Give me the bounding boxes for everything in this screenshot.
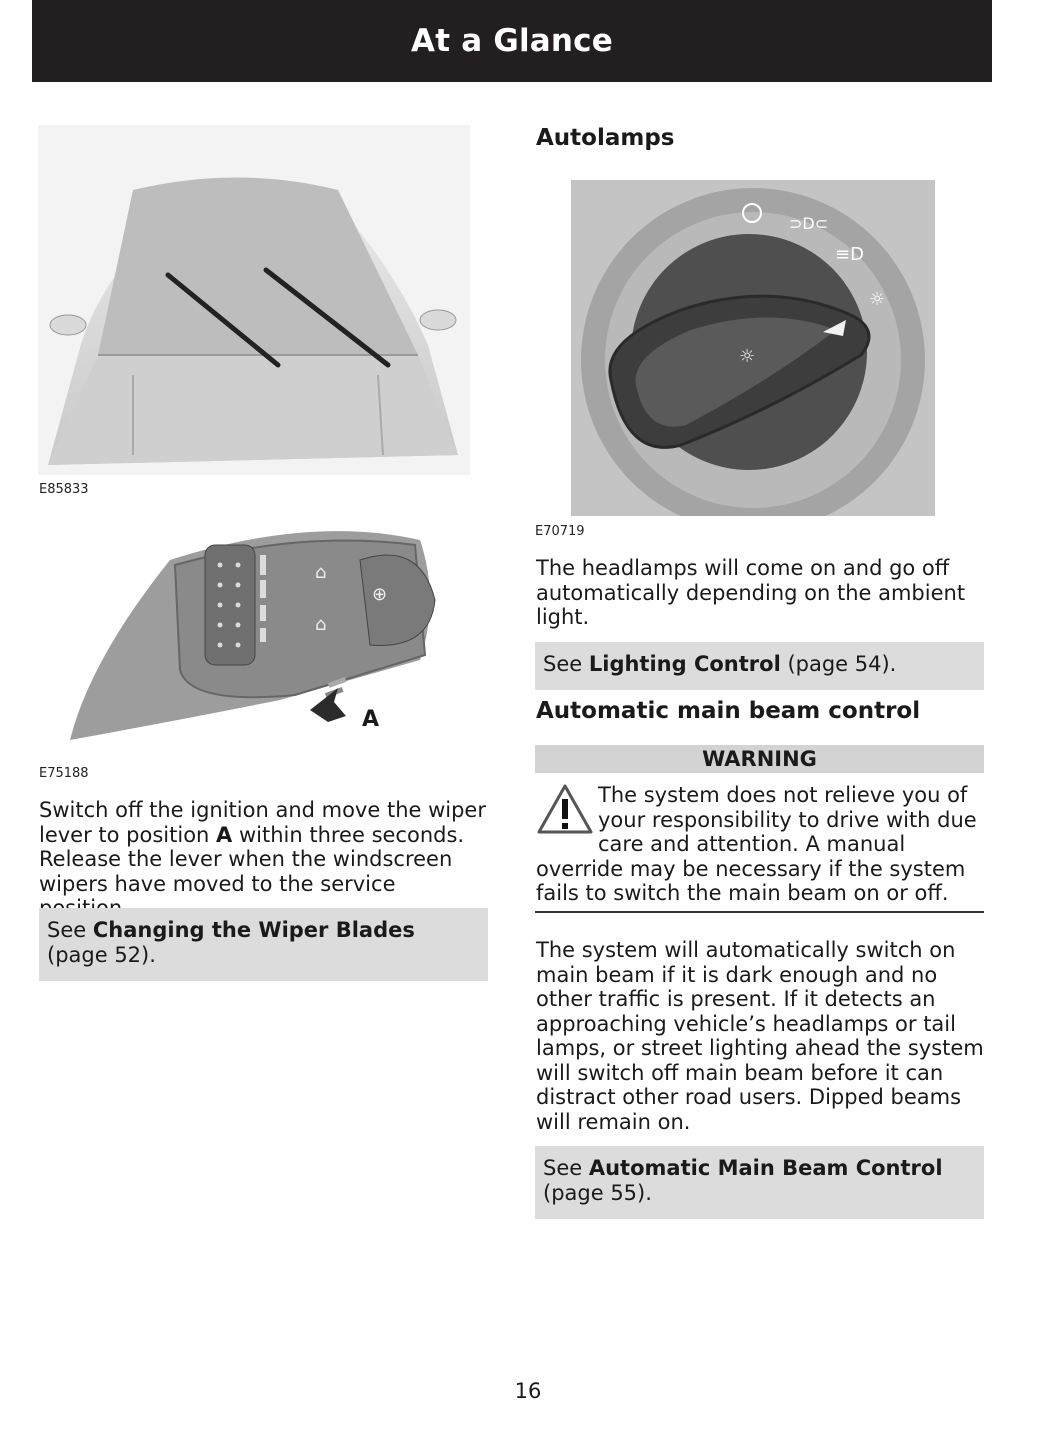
warning-text-block: The system does not relieve you of your responsibility to drive with due care and attention. A manual override may be necessary if the system fails to switch the main beam on or off. xyxy=(536,783,977,905)
page-header xyxy=(32,0,992,82)
svg-text:⌂: ⌂ xyxy=(315,614,327,635)
warning-bar xyxy=(535,745,984,773)
svg-text:☼: ☼ xyxy=(739,346,756,367)
wiper-lever-illustration xyxy=(60,520,480,760)
autolamps-paragraph: The headlamps will come on and go off automatically depending on the ambient light. xyxy=(536,556,966,629)
see-wiper-blades-box: See Changing the Wiper Blades (page 52). xyxy=(39,908,488,981)
main-beam-heading: Automatic main beam control xyxy=(536,698,921,724)
svg-text:⊕: ⊕ xyxy=(372,584,388,605)
windscreen-wipers-illustration xyxy=(38,125,470,475)
wiper-service-paragraph: Switch off the ignition and move the wiper lever to position A within three seconds. Release the lever when the windscreen wipers have moved to the service xyxy=(39,798,486,896)
headlamp-switch-illustration xyxy=(571,180,935,516)
warning-triangle-icon xyxy=(536,783,596,837)
page-title: At a Glance xyxy=(411,23,613,59)
figure-code: E75188 xyxy=(39,766,89,781)
see-lighting-control-box: See Lighting Control (page 54). xyxy=(535,642,984,690)
autolamps-heading: Autolamps xyxy=(536,125,675,151)
page-number: 16 xyxy=(514,1379,542,1403)
svg-text:⌂: ⌂ xyxy=(315,562,327,583)
see-main-beam-box: See Automatic Main Beam Control (page 55). xyxy=(535,1146,984,1219)
figure-code: E85833 xyxy=(39,482,89,497)
main-beam-paragraph: The system will automatically switch on main beam if it is dark enough and no other traffic is present. If it detects an approaching vehicle’s headlamps or tail lamps, or street lighting ahead the system will switch off main beam before it can distract other road users. Dipped beams will remain on. xyxy=(536,938,984,1134)
warning-label: WARNING xyxy=(702,747,817,771)
svg-text:☼: ☼ xyxy=(869,289,886,310)
wiper-blades-link[interactable]: Changing the Wiper Blades xyxy=(92,918,415,942)
position-a-label: A xyxy=(362,707,380,732)
main-beam-link[interactable]: Automatic Main Beam Control xyxy=(588,1156,943,1180)
svg-text:⊃D⊂: ⊃D⊂ xyxy=(789,214,829,233)
lighting-control-link[interactable]: Lighting Control xyxy=(588,652,781,676)
svg-text:≡D: ≡D xyxy=(835,244,864,265)
figure-code: E70719 xyxy=(535,524,585,539)
warning-divider xyxy=(535,911,984,913)
